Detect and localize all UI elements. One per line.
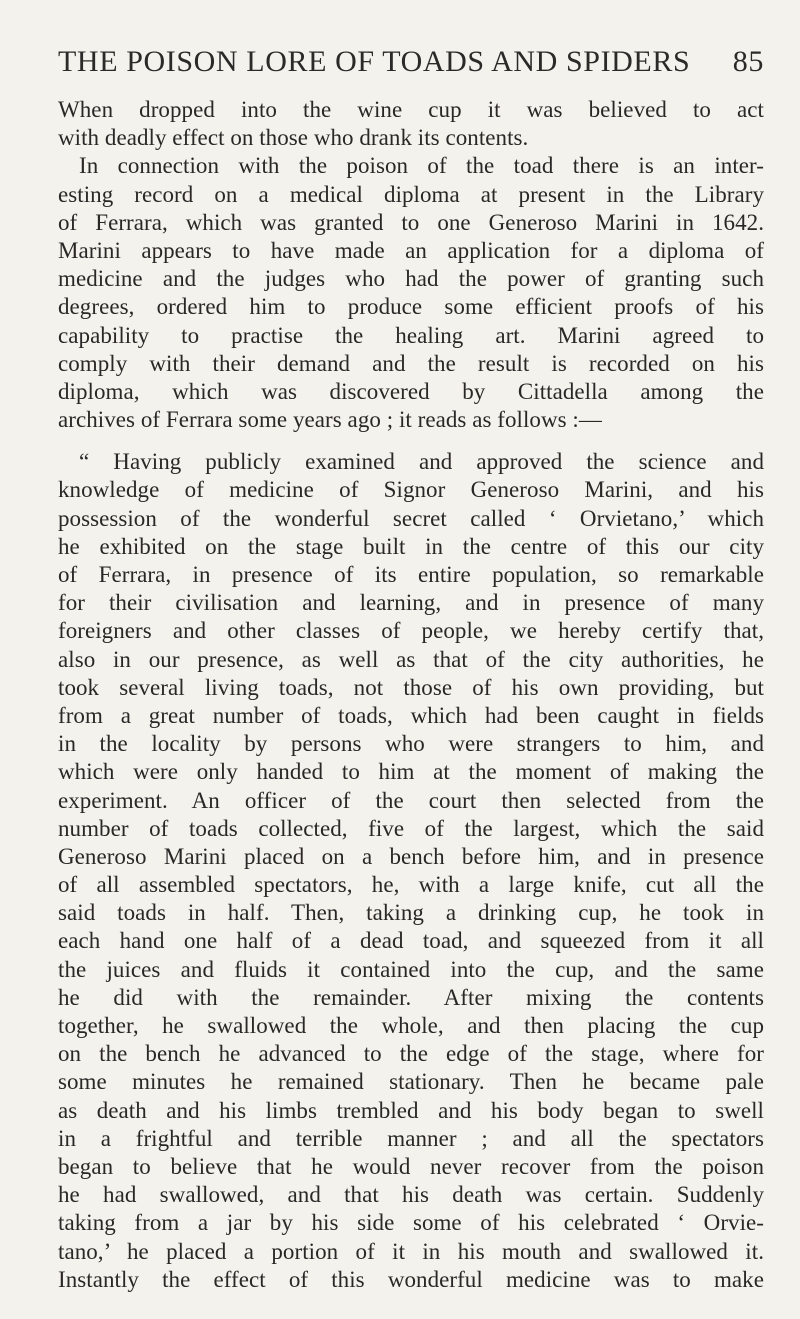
text-line: of Ferrara, in presence of its entire population, so remarkable (58, 562, 764, 587)
paragraph (58, 152, 764, 434)
text-line: capability to practise the healing art. Marini agreed to (58, 322, 764, 348)
text-line: began to believe that he would never recover from the poison (58, 1153, 764, 1179)
text-line: of Ferrara, which was granted to one Generoso Marini in 1642. (58, 209, 764, 235)
text-line: Instantly the effect of this wonderful medicine was to make (58, 1266, 764, 1292)
text-line: “ Having publicly examined and approved the science and (79, 449, 764, 475)
text-line: in the locality by persons who were strangers to him, and (58, 731, 764, 757)
paragraph (58, 448, 764, 1294)
running-head-title: THE POISON LORE OF TOADS AND SPIDERS (58, 45, 691, 78)
text-line: archives of Ferrara some years ago ; it reads as follows :— (58, 407, 602, 433)
text-line: took several living toads, not those of his own providing, but (58, 674, 764, 700)
text-line: of all assembled spectators, he, with a large knife, cut all the (58, 872, 764, 898)
text-line: diploma, which was discovered by Cittadella among the (58, 378, 764, 404)
running-head (58, 44, 764, 80)
text-line: as death and his limbs trembled and his body began to swell (58, 1097, 764, 1123)
text-line: he had swallowed, and that his death was certain. Suddenly (58, 1182, 764, 1208)
text-line: taking from a jar by his side some of his celebrated ‘ Orvie- (58, 1210, 764, 1236)
text-line: from a great number of toads, which had been caught in fields (58, 702, 764, 728)
paragraph (58, 96, 764, 152)
text-line: he did with the remainder. After mixing the contents (58, 984, 764, 1010)
text-line: number of toads collected, five of the largest, which the said (58, 815, 764, 841)
text-line: each hand one half of a dead toad, and squeezed from it all (58, 928, 764, 954)
text-line: possession of the wonderful secret called ‘ Orvietano,’ which (58, 505, 764, 531)
text-line: for their civilisation and learning, and in presence of many (58, 590, 764, 616)
text-line: he exhibited on the stage built in the centre of this our city (58, 533, 764, 559)
text-line: on the bench he advanced to the edge of the stage, where for (58, 1041, 764, 1067)
text-line: knowledge of medicine of Signor Generoso Marini, and his (58, 477, 764, 503)
text-line: Generoso Marini placed on a bench before him, and in presence (58, 843, 764, 869)
text-line: comply with their demand and the result is recorded on his (58, 350, 764, 376)
text-line: together, he swallowed the whole, and then placing the cup (58, 1013, 764, 1038)
text-line: in a frightful and terrible manner ; and all the spectators (58, 1125, 764, 1151)
text-line: experiment. An officer of the court then selected from the (58, 787, 764, 813)
body-text (58, 96, 764, 1294)
text-line: with deadly effect on those who drank its contents. (58, 125, 529, 151)
text-line: some minutes he remained stationary. Then he became pale (58, 1069, 764, 1095)
text-line: foreigners and other classes of people, we hereby certify that, (58, 618, 764, 644)
text-line: esting record on a medical diploma at present in the Library (58, 181, 764, 207)
text-line: which were only handed to him at the moment of making the (58, 759, 764, 785)
paragraph-spacer (58, 434, 764, 448)
text-line: the juices and fluids it contained into the cup, and the same (58, 956, 764, 982)
text-line: In connection with the poison of the toad there is an inter- (79, 153, 764, 179)
text-line: Marini appears to have made an application for a diploma of (58, 237, 764, 263)
text-line: degrees, ordered him to produce some efficient proofs of his (58, 294, 764, 320)
text-line: When dropped into the wine cup it was believed to act (58, 97, 764, 122)
text-line: said toads in half. Then, taking a drinking cup, he took in (58, 900, 764, 926)
text-line: medicine and the judges who had the power of granting such (58, 266, 764, 292)
text-line: also in our presence, as well as that of the city authorities, he (58, 646, 764, 672)
text-line: tano,’ he placed a portion of it in his mouth and swallowed it. (58, 1238, 764, 1264)
page-number: 85 (732, 45, 764, 78)
